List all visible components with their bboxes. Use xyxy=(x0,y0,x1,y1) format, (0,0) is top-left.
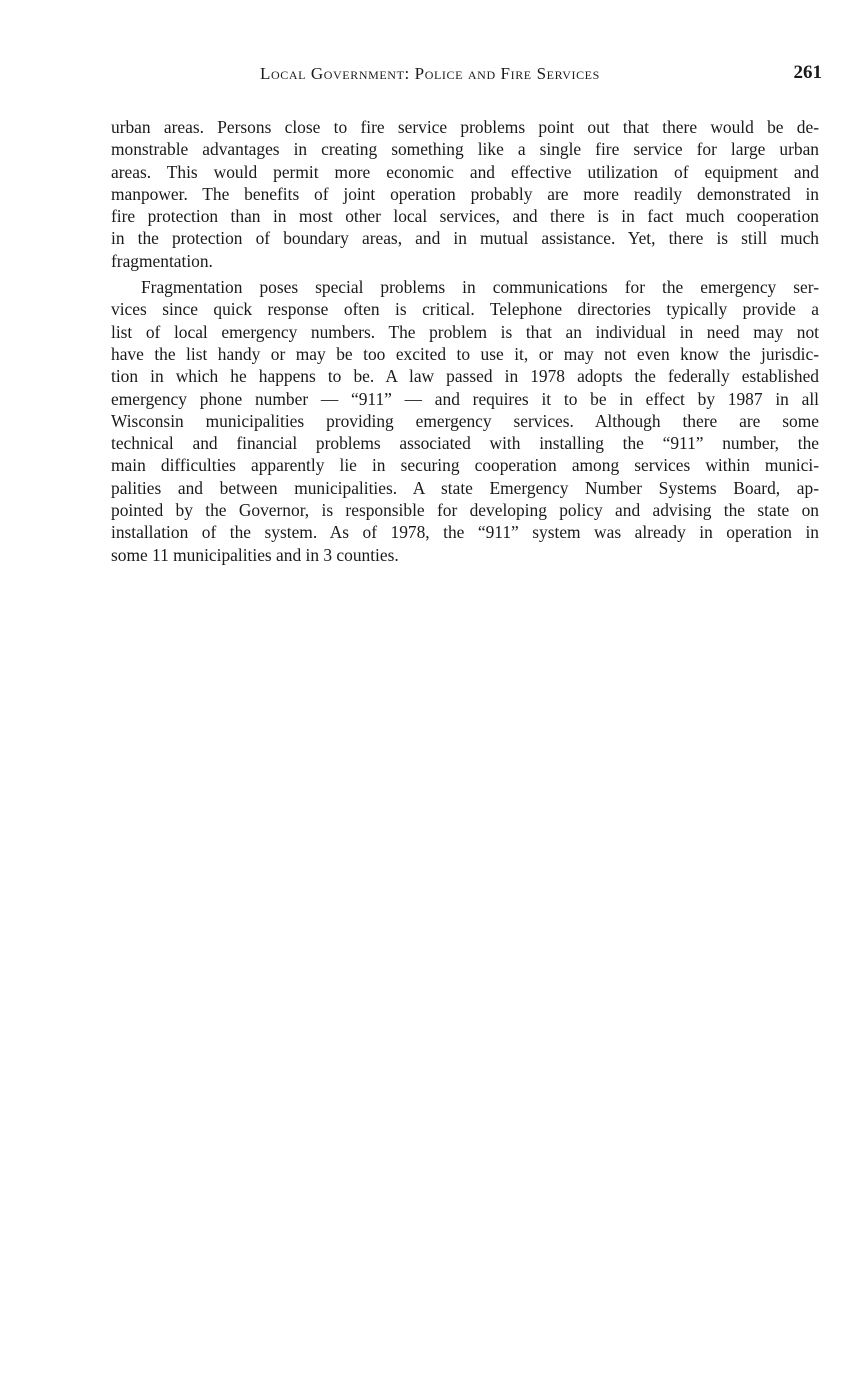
text-line: monstrable advantages in creating something like a single fire service for large urban xyxy=(111,139,819,160)
running-head: Local Government: Police and Fire Services xyxy=(260,64,600,83)
paragraph xyxy=(111,276,819,566)
body-text xyxy=(111,116,819,570)
text-line: have the list handy or may be too excited to use it, or may not even know the jurisdic- xyxy=(111,343,819,364)
text-line: installation of the system. As of 1978, the “911” system was already in operation in xyxy=(111,522,819,543)
text-line: emergency phone number — “911” — and requires it to be in effect by 1987 in all xyxy=(111,388,819,409)
text-line: list of local emergency numbers. The problem is that an individual in need may not xyxy=(111,321,819,342)
text-line: some 11 municipalities and in 3 counties. xyxy=(111,544,399,565)
text-line: urban areas. Persons close to fire service problems point out that there would be de- xyxy=(111,117,819,137)
paragraph xyxy=(111,116,819,272)
page-number: 261 xyxy=(793,62,822,83)
text-line: in the protection of boundary areas, and in mutual assistance. Yet, there is still much xyxy=(111,228,819,249)
text-line: fragmentation. xyxy=(111,250,213,271)
text-line: fire protection than in most other local services, and there is in fact much cooperation xyxy=(111,206,819,227)
text-line: tion in which he happens to be. A law passed in 1978 adopts the federally established xyxy=(111,366,819,387)
text-line: palities and between municipalities. A state Emergency Number Systems Board, ap- xyxy=(111,477,819,498)
text-line: technical and financial problems associated with installing the “911” number, the xyxy=(111,433,819,454)
text-line: vices since quick response often is critical. Telephone directories typically provide a xyxy=(111,299,819,320)
text-line: Fragmentation poses special problems in communications for the emergency ser- xyxy=(141,277,819,298)
text-line: main difficulties apparently lie in securing cooperation among services within munici- xyxy=(111,455,819,476)
text-line: Wisconsin municipalities providing emergency services. Although there are some xyxy=(111,410,819,431)
text-line: pointed by the Governor, is responsible for developing policy and advising the state on xyxy=(111,500,819,521)
text-line: areas. This would permit more economic and effective utilization of equipment and xyxy=(111,161,819,182)
page-header xyxy=(110,62,822,88)
text-line: manpower. The benefits of joint operation probably are more readily demonstrated in xyxy=(111,183,819,204)
